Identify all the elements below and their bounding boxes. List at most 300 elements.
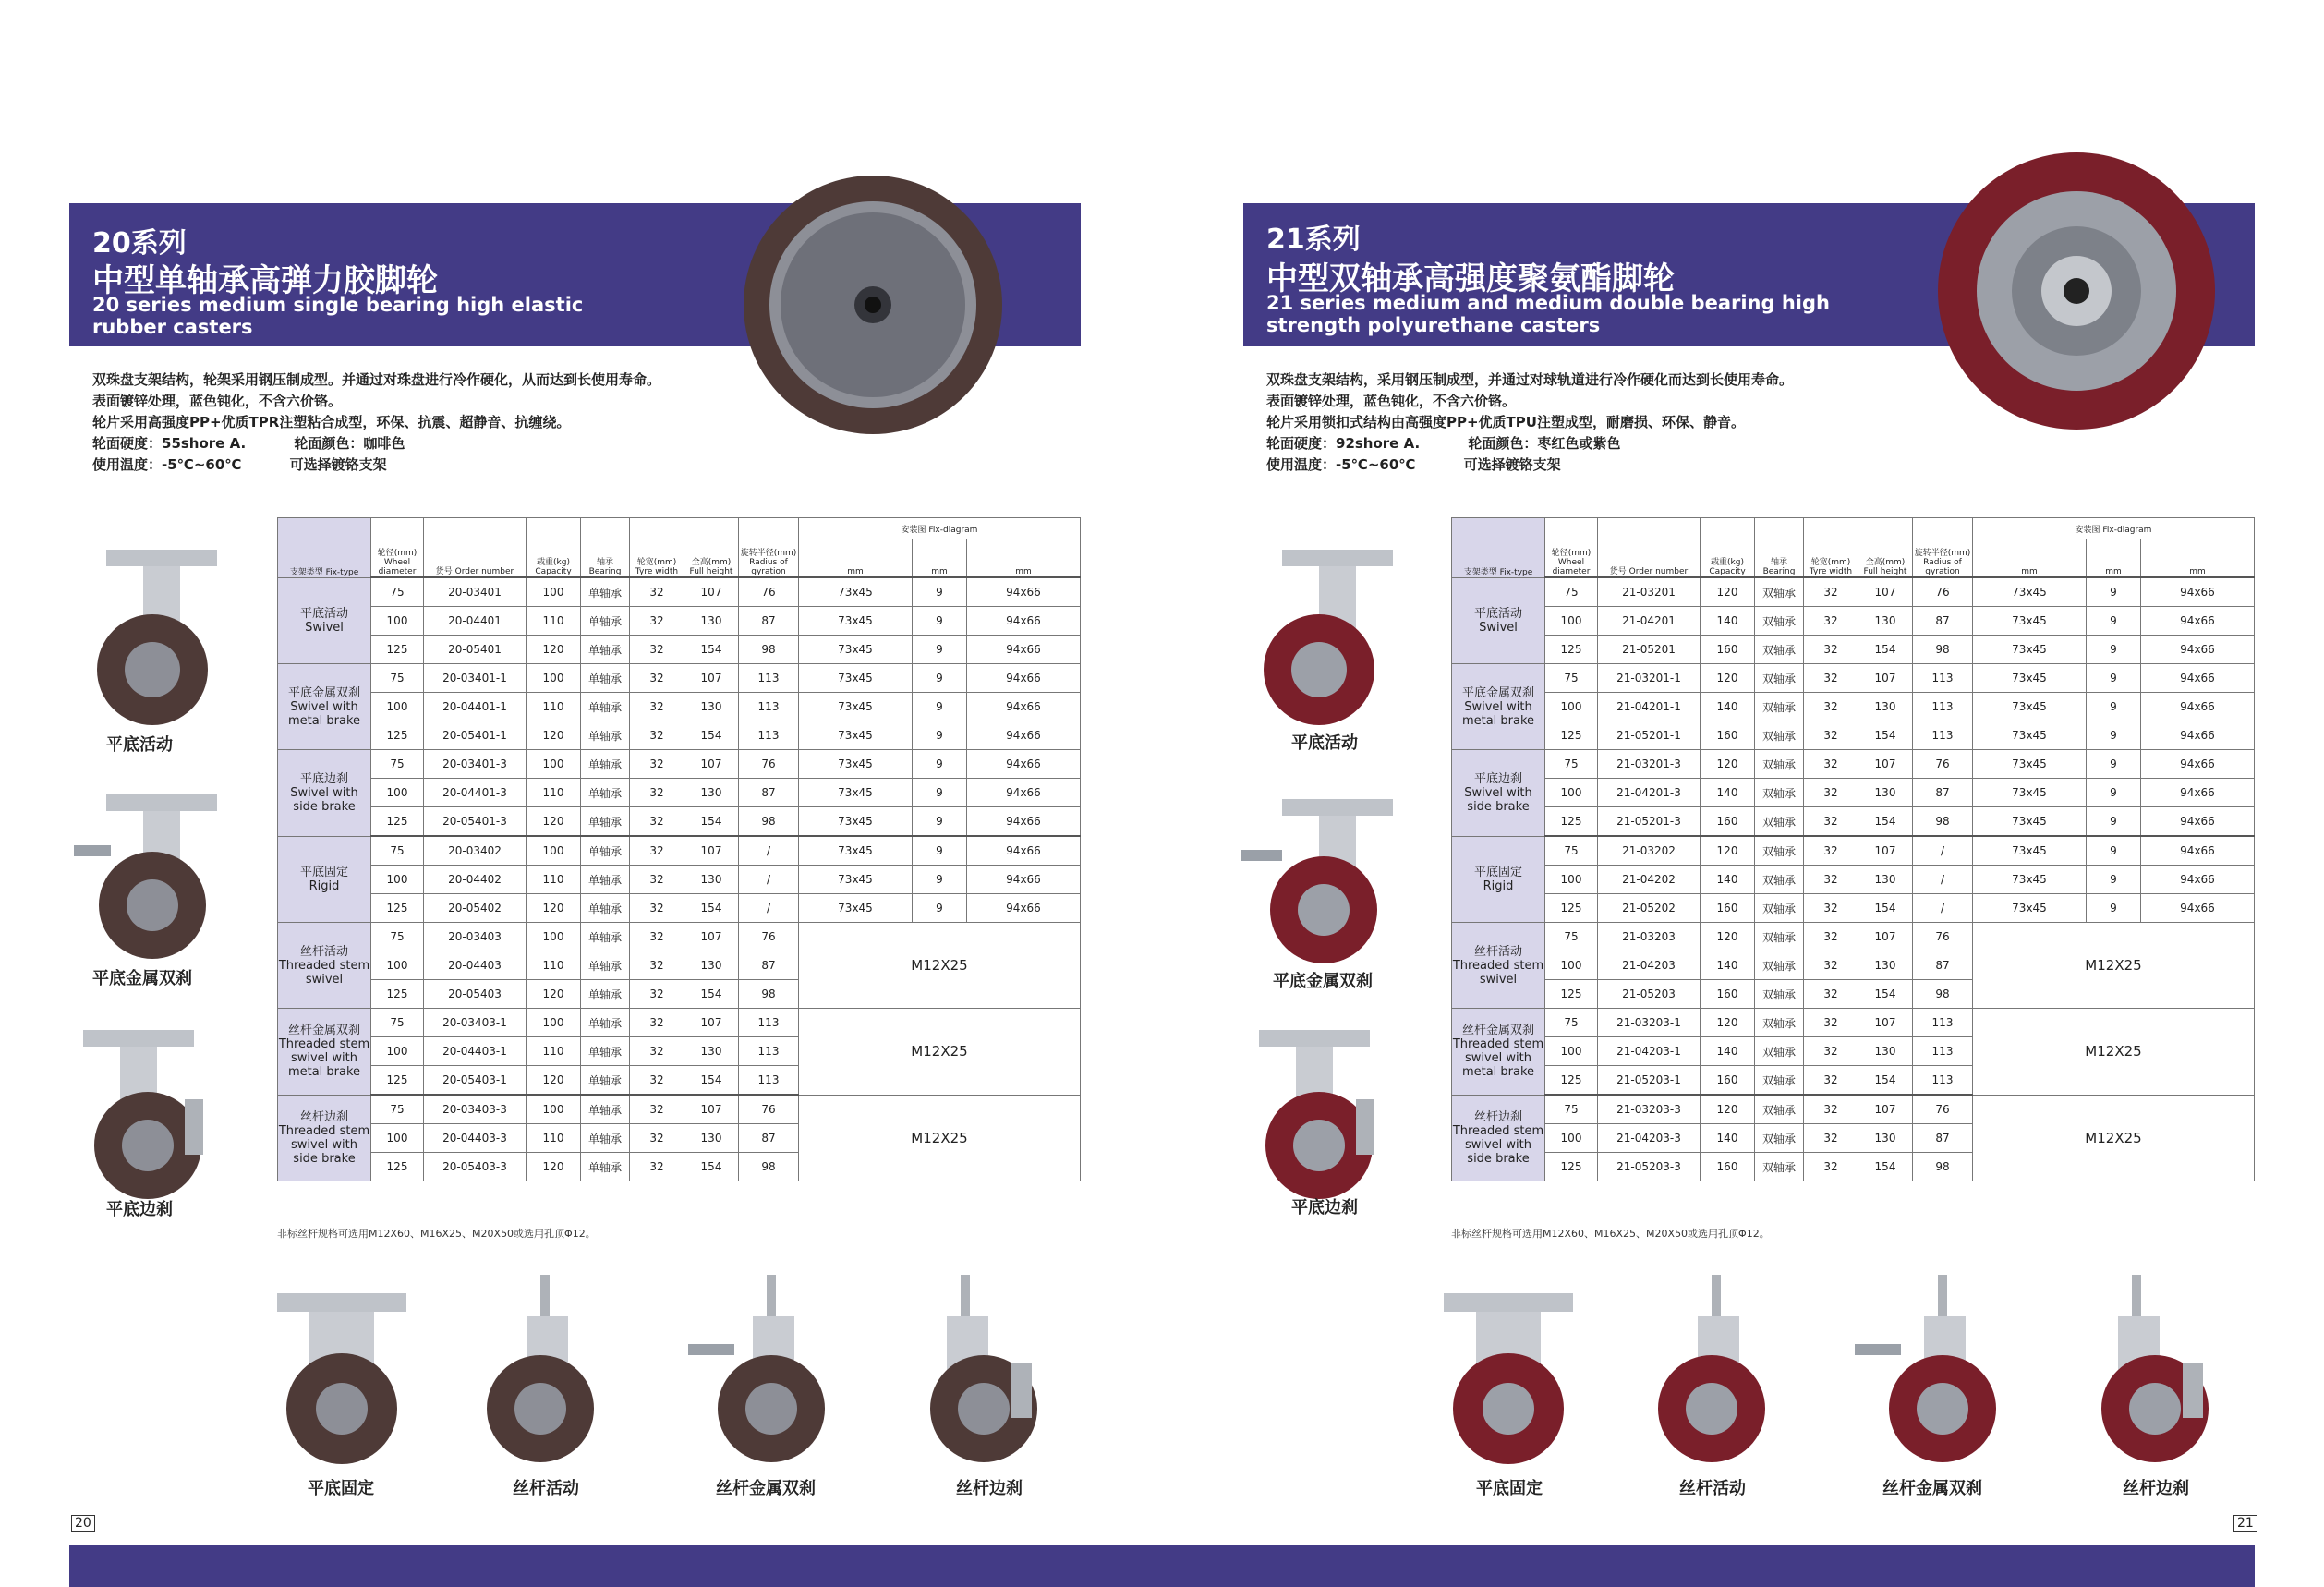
table-cell: 125 [371,636,424,664]
right-caster-image-swivel [1245,545,1393,730]
table-cell: 94x66 [2141,750,2255,779]
table-cell: 32 [1804,1095,1858,1124]
table-cell: 154 [684,980,739,1009]
table-cell: 100 [527,750,581,779]
table-cell: 76 [1913,923,1973,951]
table-cell: 单轴承 [581,1066,630,1096]
table-row [1452,607,2255,636]
table-cell: 100 [1545,1037,1598,1066]
left-title-en-2: rubber casters [92,316,253,338]
table-cell: 单轴承 [581,636,630,664]
table-cell: 125 [371,1153,424,1181]
table-cell: 160 [1701,1066,1755,1096]
table-cell: 75 [371,836,424,866]
fix-type-en: Threaded stem swivel with metal brake [1452,1037,1544,1080]
table-cell: 单轴承 [581,1153,630,1181]
table-cell: 单轴承 [581,577,630,607]
table-cell: 73x45 [799,721,913,750]
left-desc-1: 双珠盘支架结构，轮架采用钢压制成型。并通过对珠盘进行冷作硬化，从而达到长使用寿命。 [92,371,661,388]
header-wheel-diameter: 轮径(mm) Wheel diameter [371,518,424,578]
table-cell: 130 [1858,1037,1913,1066]
fix-type-en: Swivel with metal brake [1461,699,1535,728]
table-cell: 20-04402 [424,866,527,894]
fix-type-cn: 平底活动 [299,606,348,621]
table-cell: 113 [1913,1066,1973,1096]
table-cell: 120 [527,807,581,837]
table-cell: 32 [630,664,684,693]
fix-diagram-thread: M12X25 [1973,1009,2255,1096]
left-side-caption-3: 平底边刹 [106,1200,173,1219]
table-cell: 125 [1545,894,1598,923]
table-cell: 73x45 [799,866,913,894]
table-cell: 32 [1804,866,1858,894]
table-cell: 75 [371,664,424,693]
table-cell: 75 [371,577,424,607]
fix-type-cell [1452,664,1545,750]
table-cell: 75 [1545,750,1598,779]
right-bottom-caption-3: 丝杆金属双刹 [1882,1479,1982,1498]
fix-type-en: Rigid [1483,878,1514,893]
table-row [1452,923,2255,951]
table-cell: 20-04401-3 [424,779,527,807]
table-cell: 76 [739,1095,799,1124]
table-cell: 100 [371,866,424,894]
table-cell: 73x45 [1973,779,2087,807]
table-cell: 32 [630,1009,684,1037]
table-cell: 32 [1804,807,1858,837]
table-cell: 双轴承 [1755,1153,1804,1181]
table-cell: 94x66 [2141,836,2255,866]
table-cell: 双轴承 [1755,721,1804,750]
table-row [1452,693,2255,721]
table-cell: 9 [2086,894,2140,923]
header-mm: mm [967,539,1081,578]
left-desc-5: 使用温度：-5℃~60℃ 可选择镀铬支架 [92,456,387,473]
table-cell: 107 [684,750,739,779]
right-side-caption-1: 平底活动 [1291,733,1358,753]
table-cell: 73x45 [799,779,913,807]
table-cell: 76 [739,750,799,779]
table-cell: 160 [1701,721,1755,750]
table-cell: 130 [1858,951,1913,980]
table-cell: 75 [1545,1009,1598,1037]
table-cell: 9 [912,577,966,607]
table-row [278,836,1081,866]
right-title-en-2: strength polyurethane casters [1266,314,1601,336]
right-bottom-caption-1: 平底固定 [1476,1479,1543,1498]
table-cell: 21-04202 [1598,866,1701,894]
table-cell: 双轴承 [1755,923,1804,951]
header-mm: mm [2141,539,2255,578]
table-cell: 130 [684,1037,739,1066]
header-order-number: 货号 Order number [1598,518,1701,578]
right-bottom-image-threaded-side-brake [2090,1270,2224,1469]
table-row [1452,664,2255,693]
table-cell: 110 [527,1037,581,1066]
table-cell: 125 [1545,807,1598,837]
bottom-bar [69,1545,2255,1587]
table-cell: 107 [1858,836,1913,866]
header-fix-diagram: 安装图 Fix-diagram [1973,518,2255,539]
table-cell: 21-03201-3 [1598,750,1701,779]
table-row [1452,779,2255,807]
table-cell: 21-05201-3 [1598,807,1701,837]
table-row [1452,894,2255,923]
table-cell: 75 [371,750,424,779]
left-bottom-caption-4: 丝杆边刹 [956,1479,1023,1498]
table-row [278,721,1081,750]
table-cell: 75 [1545,577,1598,607]
table-cell: 94x66 [967,721,1081,750]
table-cell: 20-05402 [424,894,527,923]
right-desc-2: 表面镀锌处理，蓝色钝化，不含六价铬。 [1266,393,1517,409]
table-cell: 87 [739,951,799,980]
table-cell: 9 [912,721,966,750]
table-cell: 110 [527,607,581,636]
table-cell: 125 [371,807,424,837]
table-cell: 9 [2086,693,2140,721]
table-cell: 160 [1701,807,1755,837]
table-cell: 32 [630,923,684,951]
table-cell: 单轴承 [581,836,630,866]
table-cell: 双轴承 [1755,693,1804,721]
table-cell: 9 [912,664,966,693]
table-cell: 110 [527,779,581,807]
table-cell: 100 [371,693,424,721]
table-cell: 120 [1701,750,1755,779]
table-cell: 9 [912,894,966,923]
table-cell: 双轴承 [1755,1095,1804,1124]
header-fix-type: 支架类型 Fix-type [1452,518,1545,578]
table-cell: 单轴承 [581,664,630,693]
table-cell: 107 [1858,923,1913,951]
table-cell: 单轴承 [581,980,630,1009]
table-cell: 98 [1913,980,1973,1009]
left-footnote: 非标丝杆规格可选用M12X60、M16X25、M20X50或选用孔顶Φ12。 [277,1228,596,1240]
fix-type-en: Swivel with side brake [1464,785,1532,814]
table-cell: 双轴承 [1755,779,1804,807]
table-cell: 双轴承 [1755,807,1804,837]
fix-type-cn: 丝杆金属双刹 [1461,1024,1534,1038]
table-cell: 120 [1701,1009,1755,1037]
table-cell: 20-05401 [424,636,527,664]
table-cell: 125 [371,980,424,1009]
header-bearing: 轴承 Bearing [1755,518,1804,578]
header-wheel-diameter: 轮径(mm) Wheel diameter [1545,518,1598,578]
left-desc-3: 轮片采用高强度PP+优质TPR注塑粘合成型，环保、抗震、超静音、抗缠绕。 [92,414,571,430]
fix-diagram-thread: M12X25 [1973,923,2255,1009]
fix-diagram-thread: M12X25 [799,923,1081,1009]
fix-type-cell [278,1009,371,1096]
fix-type-cn: 丝杆边刹 [299,1109,348,1124]
table-cell: 113 [1913,693,1973,721]
table-cell: 110 [527,1124,581,1153]
table-cell: 32 [630,1066,684,1096]
table-cell: / [1913,894,1973,923]
table-cell: 100 [1545,1124,1598,1153]
table-cell: 76 [1913,1095,1973,1124]
table-cell: 9 [912,866,966,894]
table-cell: 20-03402 [424,836,527,866]
table-cell: 32 [1804,1124,1858,1153]
table-cell: 75 [1545,664,1598,693]
table-cell: 73x45 [1973,721,2087,750]
table-cell: 32 [1804,1009,1858,1037]
table-cell: 双轴承 [1755,980,1804,1009]
table-cell: 20-03403-1 [424,1009,527,1037]
table-cell: 125 [371,1066,424,1096]
fix-type-cn: 平底固定 [1473,865,1522,879]
table-row [278,923,1081,951]
table-cell: 113 [739,1037,799,1066]
table-cell: 32 [1804,779,1858,807]
table-cell: 9 [2086,636,2140,664]
table-cell: 双轴承 [1755,664,1804,693]
table-cell: 32 [630,636,684,664]
fix-type-cn: 平底金属双刹 [1461,685,1534,700]
header-order-number: 货号 Order number [424,518,527,578]
table-cell: 73x45 [1973,894,2087,923]
fix-type-en: Threaded stem swivel [1452,958,1544,987]
table-cell: 单轴承 [581,894,630,923]
table-cell: 100 [1545,607,1598,636]
left-desc-2: 表面镀锌处理，蓝色钝化，不含六价铬。 [92,393,343,409]
table-cell: 73x45 [1973,750,2087,779]
table-cell: 120 [527,894,581,923]
table-cell: 9 [912,607,966,636]
table-cell: 100 [527,923,581,951]
table-row [1452,1009,2255,1037]
fix-type-cn: 丝杆边刹 [1473,1109,1522,1124]
right-side-caption-3: 平底边刹 [1291,1198,1358,1218]
table-cell: 75 [1545,923,1598,951]
table-cell: 113 [739,1009,799,1037]
right-desc-5: 使用温度：-5℃~60℃ 可选择镀铬支架 [1266,456,1561,473]
fix-type-en: Swivel with metal brake [287,699,361,728]
table-cell: 94x66 [967,779,1081,807]
right-caster-image-side-brake [1241,1025,1398,1205]
table-cell: 113 [739,721,799,750]
left-bottom-image-rigid [272,1289,411,1469]
fix-type-cell [1452,1009,1545,1096]
fix-type-en: Swivel with side brake [290,785,358,814]
table-cell: 94x66 [2141,779,2255,807]
table-cell: 73x45 [799,607,913,636]
table-cell: 76 [1913,577,1973,607]
table-cell: 110 [527,693,581,721]
table-cell: 双轴承 [1755,607,1804,636]
table-cell: 32 [630,1095,684,1124]
table-cell: 107 [1858,750,1913,779]
header-capacity: 载重(kg) Capacity [527,518,581,578]
table-cell: 32 [1804,1037,1858,1066]
table-row [278,894,1081,923]
table-cell: 107 [1858,1095,1913,1124]
table-cell: 94x66 [2141,577,2255,607]
table-cell: 双轴承 [1755,894,1804,923]
table-cell: 单轴承 [581,866,630,894]
table-cell: 120 [1701,664,1755,693]
table-cell: 20-04401-1 [424,693,527,721]
fix-type-cell [1452,1095,1545,1181]
table-cell: 9 [912,807,966,837]
right-bottom-caption-4: 丝杆边刹 [2123,1479,2189,1498]
fix-type-cell [1452,836,1545,923]
table-cell: 120 [1701,923,1755,951]
table-cell: 73x45 [799,836,913,866]
table-row [1452,577,2255,607]
right-page-number: 21 [2233,1515,2257,1532]
table-row [278,866,1081,894]
table-cell: 94x66 [2141,894,2255,923]
table-cell: 100 [371,1124,424,1153]
table-row [1452,866,2255,894]
right-title-en-1: 21 series medium and medium double bearing high [1266,292,1830,314]
right-desc-1: 双珠盘支架结构，采用钢压制成型，并通过对球轨道进行冷作硬化而达到长使用寿命。 [1266,371,1794,388]
table-cell: 98 [1913,1153,1973,1181]
table-cell: 9 [2086,807,2140,837]
table-cell: 120 [1701,836,1755,866]
fix-type-cell [278,664,371,750]
table-cell: 20-03401-1 [424,664,527,693]
header-radius: 旋转半径(mm) Radius of gyration [739,518,799,578]
table-cell: 130 [684,1124,739,1153]
table-cell: 120 [1701,577,1755,607]
table-cell: 130 [684,607,739,636]
table-cell: 107 [684,1095,739,1124]
left-bottom-caption-1: 平底固定 [308,1479,374,1498]
table-cell: 100 [1545,693,1598,721]
table-cell: 73x45 [799,894,913,923]
table-cell: 154 [684,1153,739,1181]
table-cell: 75 [1545,836,1598,866]
table-cell: 110 [527,866,581,894]
table-cell: 21-03201-1 [1598,664,1701,693]
table-cell: 单轴承 [581,1009,630,1037]
header-radius: 旋转半径(mm) Radius of gyration [1913,518,1973,578]
table-cell: 32 [1804,836,1858,866]
fix-type-cell [278,750,371,837]
left-title-cn: 中型单轴承高弹力胶脚轮 [92,262,438,299]
table-cell: 130 [684,866,739,894]
table-cell: 94x66 [2141,866,2255,894]
table-cell: 21-03203-3 [1598,1095,1701,1124]
table-cell: 100 [371,779,424,807]
table-cell: 20-05403 [424,980,527,1009]
table-cell: 73x45 [1973,807,2087,837]
table-cell: 107 [1858,664,1913,693]
table-cell: 125 [1545,721,1598,750]
fix-type-en: Threaded stem swivel [278,958,370,987]
fix-type-cell [1452,750,1545,837]
left-caster-image-side-brake [74,1025,231,1205]
fix-diagram-thread: M12X25 [799,1095,1081,1181]
fix-diagram-thread: M12X25 [799,1009,1081,1096]
left-series: 20系列 [92,227,187,260]
table-cell: 100 [527,1009,581,1037]
right-bottom-image-threaded [1656,1270,1776,1469]
table-cell: 100 [1545,951,1598,980]
table-cell: 94x66 [2141,607,2255,636]
right-spec-table [1451,517,2255,1181]
table-cell: 76 [739,577,799,607]
header-fix-diagram: 安装图 Fix-diagram [799,518,1081,539]
table-cell: / [1913,866,1973,894]
table-cell: 20-03401-3 [424,750,527,779]
table-row [1452,721,2255,750]
table-cell: 140 [1701,607,1755,636]
right-desc-3: 轮片采用锁扣式结构由高强度PP+优质TPU注塑成型，耐磨损、环保、静音。 [1266,414,1745,430]
table-cell: 20-05403-3 [424,1153,527,1181]
table-cell: 双轴承 [1755,866,1804,894]
table-cell: 21-04203-3 [1598,1124,1701,1153]
table-cell: 32 [1804,607,1858,636]
table-cell: 94x66 [967,577,1081,607]
left-bottom-image-threaded-side-brake [919,1270,1053,1469]
table-cell: 32 [630,750,684,779]
table-cell: 98 [739,636,799,664]
table-row [1452,636,2255,664]
table-cell: 单轴承 [581,1037,630,1066]
table-cell: 20-05401-3 [424,807,527,837]
table-cell: 32 [630,779,684,807]
table-cell: 94x66 [967,693,1081,721]
table-cell: 21-04203-1 [1598,1037,1701,1066]
table-row [278,607,1081,636]
table-cell: 154 [1858,807,1913,837]
table-cell: 32 [1804,1153,1858,1181]
table-cell: 双轴承 [1755,836,1804,866]
table-cell: 140 [1701,866,1755,894]
table-cell: 107 [684,664,739,693]
table-cell: 21-04201 [1598,607,1701,636]
table-cell: 154 [684,1066,739,1096]
fix-type-cn: 平底边刹 [1473,771,1522,786]
table-row [1452,1095,2255,1124]
table-cell: 94x66 [967,894,1081,923]
table-row [278,750,1081,779]
table-row [1452,750,2255,779]
table-cell: 32 [630,693,684,721]
left-title-en-1: 20 series medium single bearing high elastic [92,294,584,316]
table-cell: / [739,866,799,894]
header-capacity: 载重(kg) Capacity [1701,518,1755,578]
table-cell: 32 [1804,750,1858,779]
table-cell: 单轴承 [581,693,630,721]
left-page-number: 20 [71,1515,95,1532]
table-cell: 20-03403-3 [424,1095,527,1124]
left-side-caption-2: 平底金属双刹 [92,969,192,988]
table-cell: 154 [1858,721,1913,750]
table-cell: 100 [1545,779,1598,807]
table-cell: 130 [1858,1124,1913,1153]
table-cell: 94x66 [2141,693,2255,721]
table-cell: 20-05403-1 [424,1066,527,1096]
header-tyre-width: 轮宽(mm) Tyre width [630,518,684,578]
table-cell: 双轴承 [1755,951,1804,980]
table-cell: 154 [684,721,739,750]
table-cell: 130 [684,951,739,980]
table-cell: 98 [1913,636,1973,664]
table-cell: 100 [371,951,424,980]
table-cell: 125 [371,721,424,750]
table-cell: 21-05203-3 [1598,1153,1701,1181]
table-row [278,1095,1081,1124]
left-desc-4: 轮面硬度：55shore A. 轮面颜色：咖啡色 [92,435,405,452]
table-cell: 20-04401 [424,607,527,636]
table-cell: 单轴承 [581,721,630,750]
table-cell: 双轴承 [1755,577,1804,607]
